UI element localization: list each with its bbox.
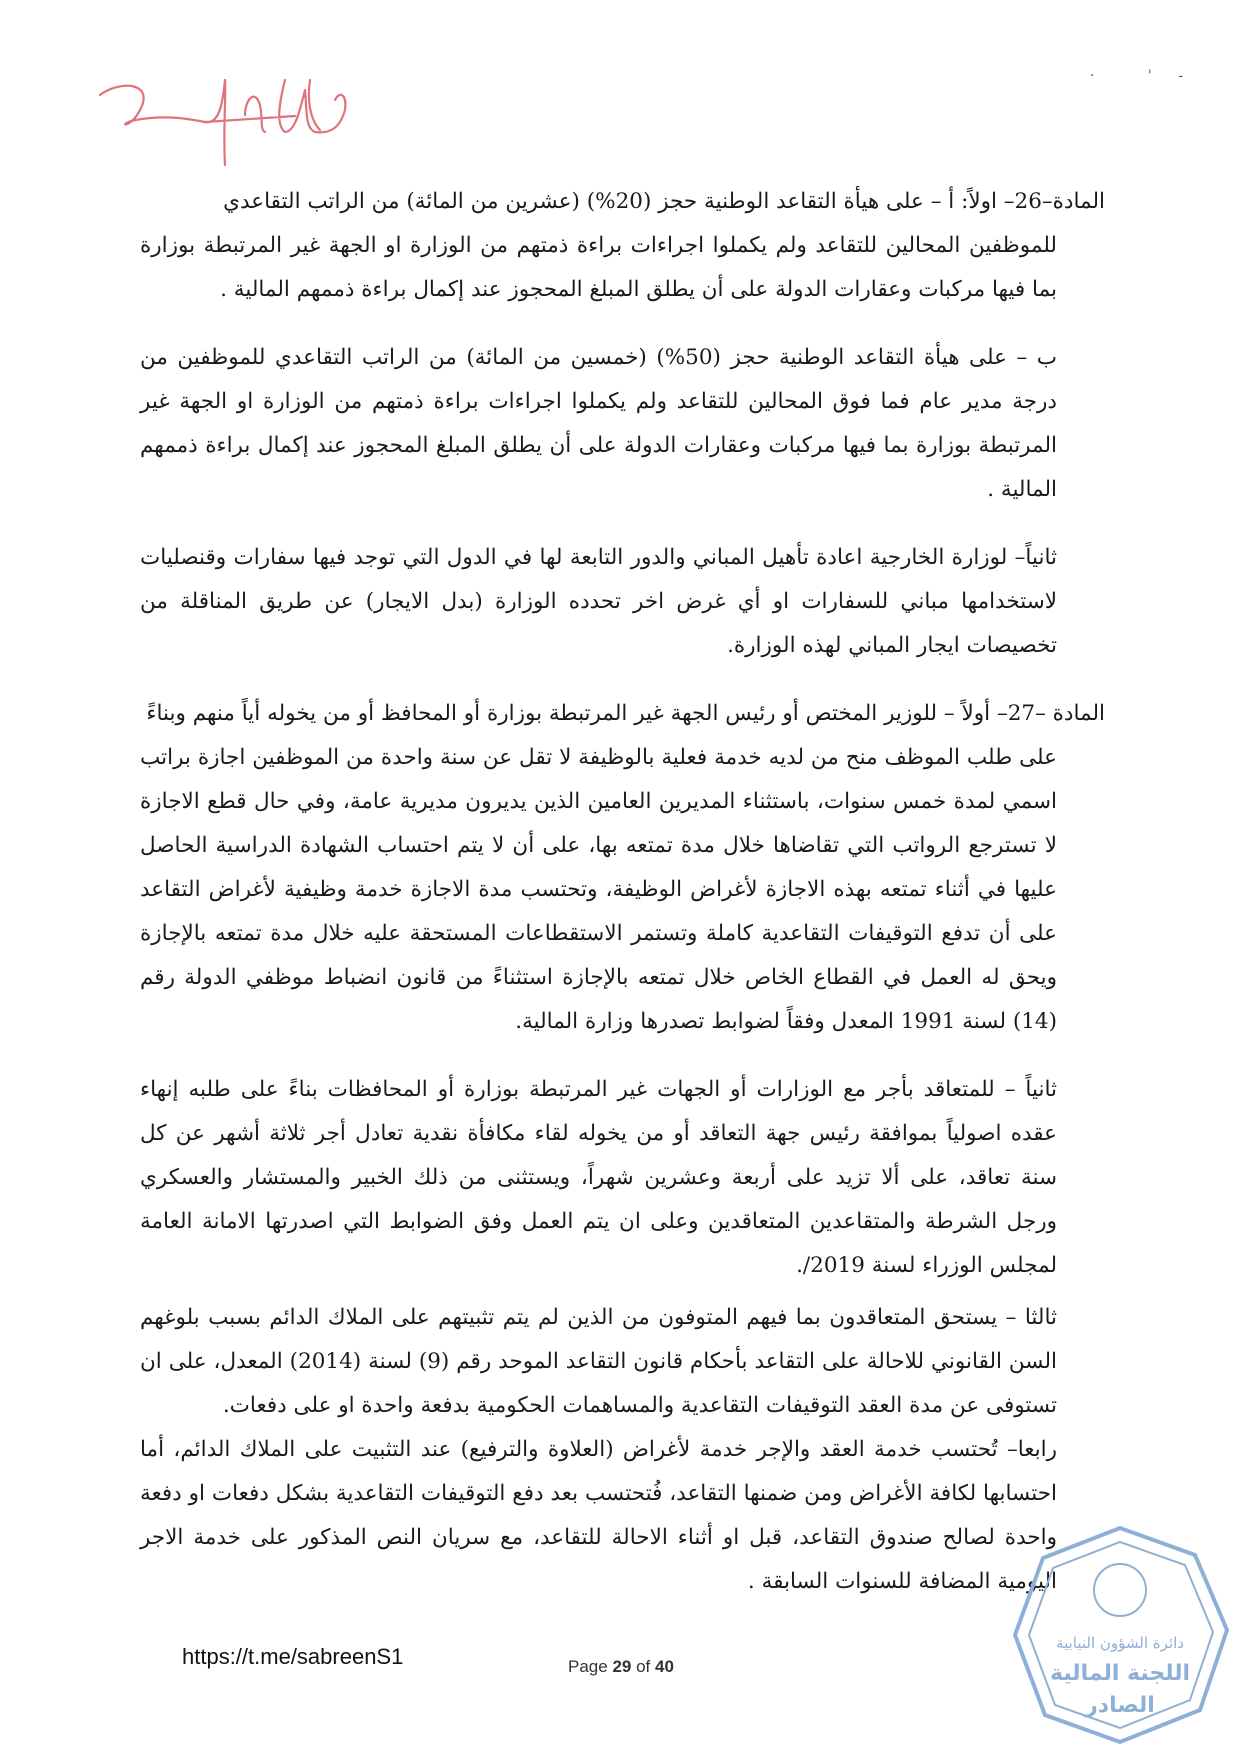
article-26-b: ب – على هيأة التقاعد الوطنية حجز (50%) (خمسين من المائة) من الراتب التقاعدي للموظفين من درجة مدير عام فما فوق المحالين للتقاعد ولم يكملوا اجراءات براءة ذمتهم من الوزارة او الجهة غير المرتبطة بوزارة بما فيها مركبات وعقارات الدولة على أن يطلق المبلغ المحجوز عند إكمال براءة ذممهم المالية . (140, 345, 1057, 502)
page-total: 40 (655, 1657, 674, 1676)
article-26-second: ثانياً– لوزارة الخارجية اعادة تأهيل المباني والدور التابعة لها في الدول التي توجد فيها سفارات وقنصليات لاستخدامها مباني للسفارات او أي غرض اخر تحدده الوزارة (بدل الايجار) عن طريق المناقلة من تخصيصات ايجار المباني لهذه الوزارة. (140, 545, 1057, 658)
document-body (140, 180, 1105, 1604)
scan-specks: · ' - (1090, 68, 1184, 84)
telegram-link[interactable]: https://t.me/sabreenS1 (182, 1644, 404, 1669)
article-26-first-line: المادة–26– اولاً: أ – على هيأة التقاعد الوطنية حجز (20%) (عشرين من المائة) من الراتب التقاعدي (223, 189, 1105, 214)
official-stamp (1005, 1520, 1235, 1750)
article-27-third: ثالثا – يستحق المتعاقدون بما فيهم المتوفون من الذين لم يتم تثبيتهم على الملاك الدائم بسبب بلوغهم السن القانوني للاحالة على التقاعد بأحكام قانون التقاعد الموحد رقم (9) لسنة (2014) المعدل، على ان تستوفى عن مدة العقد التوقيفات التقاعدية والمساهمات الحكومية بدفعة واحدة او على دفعات. (140, 1305, 1057, 1418)
article-27-second: ثانياً – للمتعاقد بأجر مع الوزارات أو الجهات غير المرتبطة بوزارة أو المحافظات بناءً على طلبه إنهاء عقده اصولياً بموافقة رئيس جهة التعاقد أو من يخوله لقاء مكافأة نقدية تعادل أجر ثلاثة أشهر عن كل سنة تعاقد، على ألا تزيد على أربعة وعشرين شهراً، ويستثنى من ذلك الخبير والمستشار والعسكري ورجل الشرطة والمتقاعدين المتعاقدين وعلى ان يتم العمل وفق الضوابط التي اصدرتها الامانة العامة لمجلس الوزراء لسنة 2019/. (140, 1077, 1057, 1278)
handwritten-signature (95, 70, 385, 190)
page-number (568, 1657, 674, 1677)
stamp-line-1: دائرة الشؤون النيابية (1056, 1634, 1184, 1652)
article-26-a-continuation: للموظفين المحالين للتقاعد ولم يكملوا اجراءات براءة ذمتهم من الوزارة او الجهة غير المرتبطة بوزارة بما فيها مركبات وعقارات الدولة على أن يطلق المبلغ المحجوز عند إكمال براءة ذممهم المالية . (140, 233, 1057, 302)
page-word: Page (568, 1657, 608, 1676)
stamp-line-2: اللجنة المالية (1049, 1661, 1191, 1686)
article-27-fourth: رابعا– تُحتسب خدمة العقد والإجر خدمة لأغراض (العلاوة والترفيع) عند التثبيت على الملاك الدائم، أما احتسابها لكافة الأغراض ومن ضمنها التقاعد، فُتحتسب بعد دفع التوقيفات التقاعدية بشكل دفعات او دفعة واحدة لصالح صندوق التقاعد، قبل او أثناء الاحالة للتقاعد، مع سريان النص المذكور على خدمة الاجر اليومية المضافة للسنوات السابقة . (140, 1437, 1057, 1594)
page-current: 29 (612, 1657, 632, 1676)
article-27-first-line: المادة –27– أولاً – للوزير المختص أو رئيس الجهة غير المرتبطة بوزارة أو المحافظ أو من يخوله أياً منهم وبناءً (146, 701, 1105, 726)
article-27-first-continuation: على طلب الموظف منح من لديه خدمة فعلية بالوظيفة لا تقل عن سنة واحدة من الموظفين اجازة براتب اسمي لمدة خمس سنوات، باستثناء المديرين العامين الذين يديرون مديرية عامة، وفي حال قطع الاجازة لا تسترجع الرواتب التي تقاضاها خلال مدة تمتعه بها، على أن لا يتم احتساب الشهادة الدراسية الحاصل عليها في أثناء تمتعه بهذه الاجازة لأغراض الوظيفة، وتحتسب مدة الاجازة خدمة وظيفية لأغراض التقاعد على أن تدفع التوقيفات التقاعدية كاملة وتستمر الاستقطاعات المستحقة عليه خلال مدة تمتعه بالإجازة ويحق له العمل في القطاع الخاص خلال تمتعه بالإجازة استثناءً من قانون انضباط موظفي الدولة رقم (14) لسنة 1991 المعدل وفقاً لضوابط تصدرها وزارة المالية. (140, 745, 1057, 1034)
of-word: of (636, 1657, 651, 1676)
stamp-line-3: الصادر (1085, 1693, 1155, 1718)
